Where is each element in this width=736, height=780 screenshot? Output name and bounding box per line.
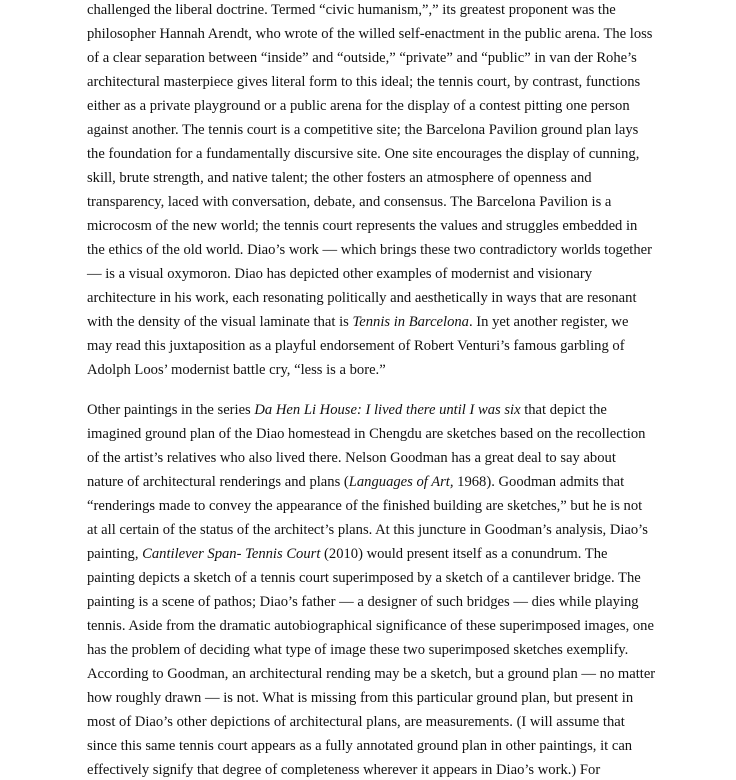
text-line: how roughly drawn — is not. What is missing from this particular ground plan, but present in [87,690,634,706]
text-line: of the artist’s relatives who also lived there. Nelson Goodman has a great deal to say about [87,450,616,466]
text-run: Other paintings in the series [87,402,255,418]
text-line: against another. The tennis court is a competitive site; the Barcelona Pavilion ground plan lays [87,122,639,138]
text-line: “renderings made to convey the appearance of the finished building are sketches,” but he is not [87,498,643,514]
text-line: imagined ground plan of the Diao homestead in Chengdu are sketches based on the recollection [87,426,646,442]
text-line: may read this juxtaposition as a playful endorsement of Robert Venturi’s famous garbling of [87,338,625,354]
book-title: Languages of Art, [348,474,454,490]
text-line: of a clear separation between “inside” and “outside,” “private” and “public” in van der Rohe’s [87,50,637,66]
text-line: skill, brute strength, and native talent; the other fosters an atmosphere of openness and [87,170,592,186]
text-run: (2010) would present itself as a conundrum. The [320,546,608,562]
text-line: painting is a scene of pathos; Diao’s father — a designer of such bridges — dies while playing [87,594,639,610]
text-line: most of Diao’s other depictions of architectural plans, are measurements. (I will assume that [87,714,625,730]
text-line [87,312,628,332]
text-line [87,544,607,564]
text-line: has the problem of deciding what type of image these two superimposed sketches exemplify. [87,642,629,658]
text-line: philosopher Hannah Arendt, who wrote of the willed self-enactment in the public arena. The loss [87,26,653,42]
text-line: architecture in his work, each resonating politically and aesthetically in ways that are resonant [87,290,637,306]
text-line: painting depicts a sketch of a tennis court superimposed by a sketch of a cantilever bridge. The [87,570,641,586]
series-title: Da Hen Li House: I lived there until I was six [254,402,521,418]
artwork-title: Cantilever Span- Tennis Court [142,546,321,562]
text-line: architectural masterpiece gives literal form to this ideal; the tennis court, by contrast, functions [87,74,641,90]
text-run: 1968). Goodman admits that [453,474,625,490]
text-line: Adolph Loos’ modernist battle cry, “less is a bore.” [87,362,386,378]
text-line: microcosm of the new world; the tennis court represents the values and struggles embedded in [87,218,638,234]
text-line: the foundation for a fundamentally discursive site. One site encourages the display of cunning, [87,146,640,162]
text-line: challenged the liberal doctrine. Termed “civic humanism,”,” its greatest proponent was the [87,2,616,18]
text-line: According to Goodman, an architectural rending may be a sketch, but a ground plan — no matter [87,666,656,682]
text-run: nature of architectural renderings and plans ( [87,474,349,490]
text-line: either as a private playground or a public arena for the display of a contest pitting one person [87,98,630,114]
text-line [87,400,607,420]
text-line: — is a visual oxymoron. Diao has depicted other examples of modernist and visionary [87,266,592,282]
text-line: the ethics of the old world. Diao’s work — which brings these two contradictory worlds together [87,242,652,258]
text-line: transparency, laced with conversation, debate, and consensus. The Barcelona Pavilion is a [87,194,612,210]
text-line: effectively signify that degree of completeness wherever it appears in Diao’s work.) For [87,762,601,778]
text-run: with the density of the visual laminate that is [87,314,353,330]
text-run: painting, [87,546,143,562]
text-line: since this same tennis court appears as a fully annotated ground plan in other paintings, it can [87,738,633,754]
text-line [87,472,624,492]
text-run: . In yet another register, we [468,314,629,330]
artwork-title: Tennis in Barcelona [352,314,469,330]
text-line: tennis. Aside from the dramatic autobiographical significance of these superimposed images, one [87,618,654,634]
text-run: that depict the [520,402,607,418]
text-line: at all certain of the status of the architect’s plans. At this juncture in Goodman’s analysis, Diao’s [87,522,648,538]
